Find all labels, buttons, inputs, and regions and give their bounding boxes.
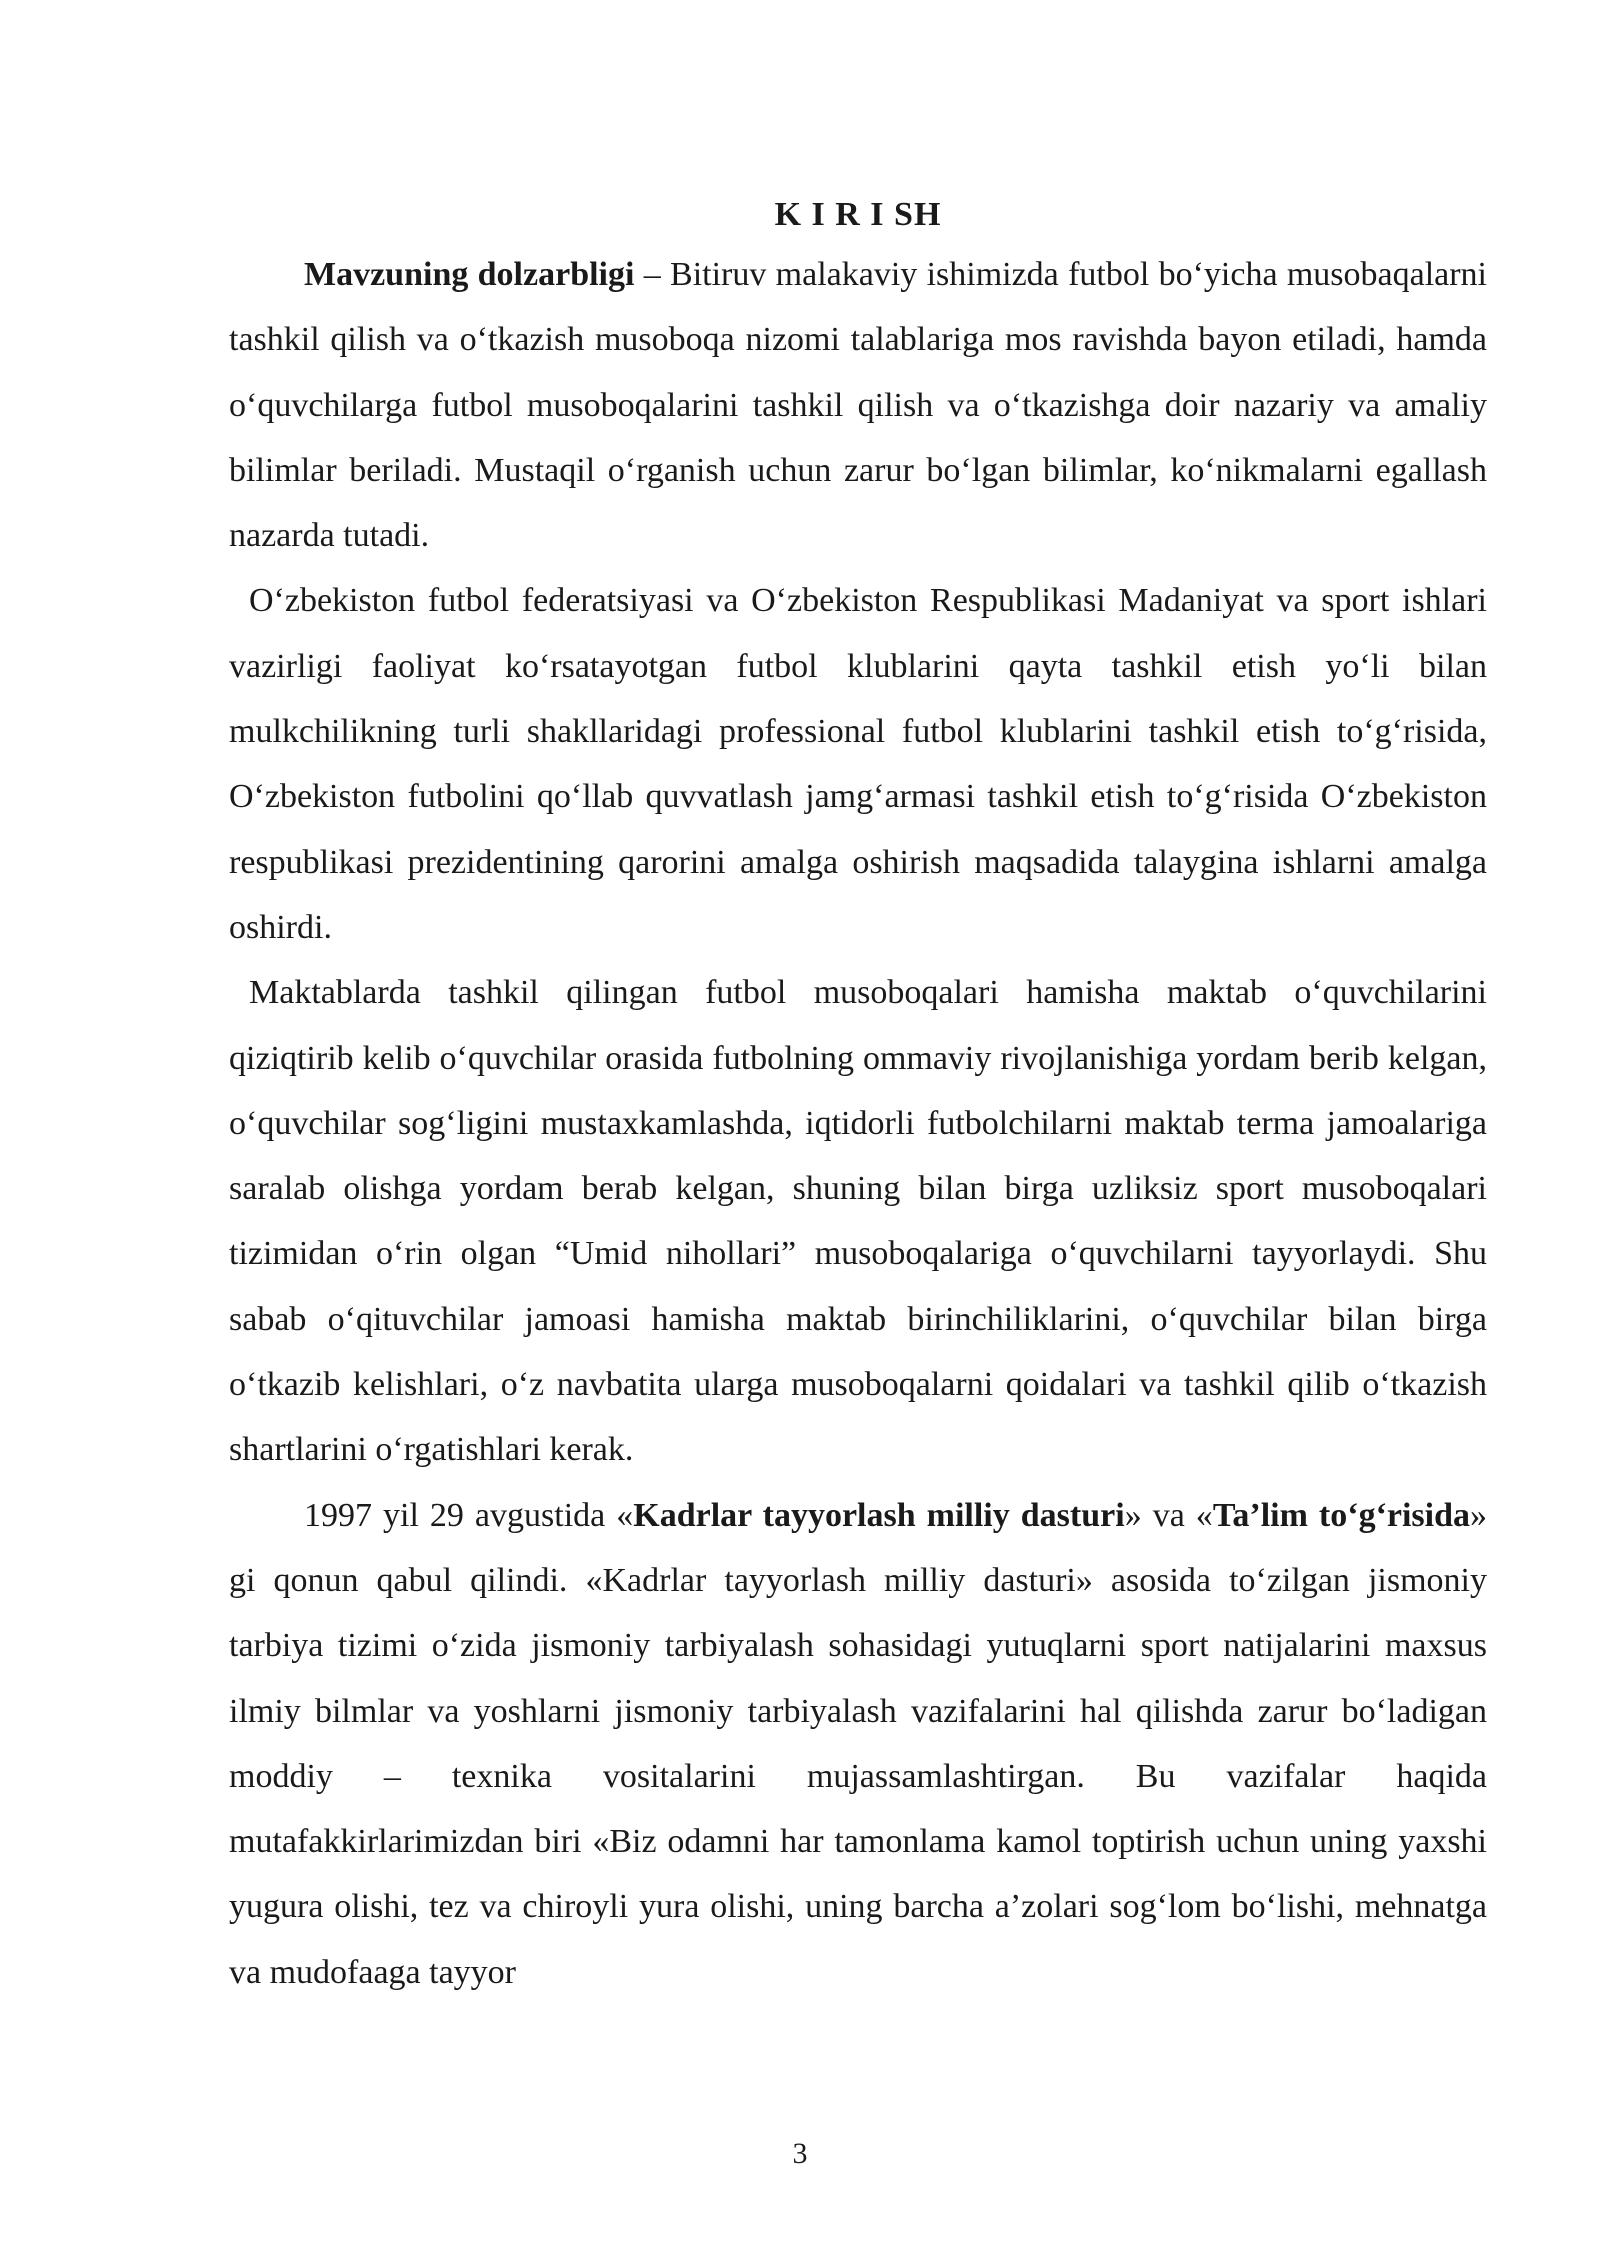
program-bold-2: Ta’lim to‘g‘risida bbox=[1212, 1496, 1471, 1534]
page-number: 3 bbox=[792, 2137, 808, 2170]
program-text-3: » gi qonun qabul qilindi. «Kadrlar tayyorlash milliy dasturi» asosida to‘zilgan jismoniy tarbiya tizimi o‘zida jismoniy tarbiyalash sohasidagi yutuqlarni sport natijalarini maxsus ilmiy bilmlar va yoshlarni jismoniy tarbiyalash vazifalarini hal qilishda zarur bo‘ladigan moddiy – texnika vositalarini mujassamlashtirgan. Bu vazifalar haqida mutafakkirlarimizdan biri «Biz odamni har tamonlama kamol toptirish uchun uning yaxshi yugura olishi, tez va chiroyli yura olishi, uning barcha a’zolari sog‘lom bo‘lishi, mehnatga va mudofaaga tayyor bbox=[229, 1496, 1488, 1991]
relevance-text: – Bitiruv malakaviy ishimizda futbol bo‘yicha musobaqalarni tashkil qilish va o‘tkazish musoboqa nizomi talablariga mos ravishda bayon etiladi, hamda o‘quvchilarga futbol musoboqalarini tashkil qilish va o‘tkazishga doir nazariy va amaliy bilimlar beriladi. Mustaqil o‘rganish uchun zarur bo‘lgan bilimlar, ko‘nikmalarni egallash nazarda tutadi. bbox=[229, 256, 1487, 555]
section-title: K I R I SH bbox=[774, 196, 942, 233]
paragraph-national-program bbox=[229, 1483, 1487, 2005]
paragraph-relevance bbox=[229, 242, 1487, 568]
paragraph-school-competitions: Maktablarda tashkil qilingan futbol musoboqalari hamisha maktab o‘quvchilarini qiziqtirib kelib o‘quvchilar orasida futbolning ommaviy rivojlanishiga yordam berib kelgan, o‘quvchilar sog‘ligini mustaxkamlashda, iqtidorli futbolchilarni maktab terma jamoalariga saralab olishga yordam berab kelgan, shuning bilan birga uzliksiz sport musoboqalari tizimidan o‘rin olgan “Umid nihollari” musoboqalariga o‘quvchilarni tayyorlaydi. Shu sabab o‘qituvchilar jamoasi hamisha maktab birinchiliklarini, o‘quvchilar bilan birga o‘tkazib kelishlari, o‘z navbatita ularga musoboqalarni qoidalari va tashkil qilib o‘tkazish shartlarini o‘rgatishlari kerak. bbox=[229, 974, 1487, 1469]
paragraph-federation: O‘zbekiston futbol federatsiyasi va O‘zbekiston Respublikasi Madaniyat va sport ishlari vazirligi faoliyat ko‘rsatayotgan futbol klublarini qayta tashkil etish yo‘li bilan mulkchilikning turli shakllaridagi professional futbol klublarini tashkil etish to‘g‘risida, O‘zbekiston futbolini qo‘llab quvvatlash jamg‘armasi tashkil etish to‘g‘risida O‘zbekiston respublikasi prezidentining qarorini amalga oshirish maqsadida talaygina ishlarni amalga oshirdi. bbox=[229, 582, 1487, 946]
program-text-2: » va « bbox=[1124, 1496, 1213, 1534]
program-bold-1: Kadrlar tayyorlash milliy dasturi bbox=[633, 1496, 1125, 1534]
page-content bbox=[229, 190, 1487, 2005]
program-text-1: 1997 yil 29 avgustida « bbox=[304, 1496, 634, 1534]
relevance-heading: Mavzuning dolzarbligi bbox=[304, 256, 635, 293]
